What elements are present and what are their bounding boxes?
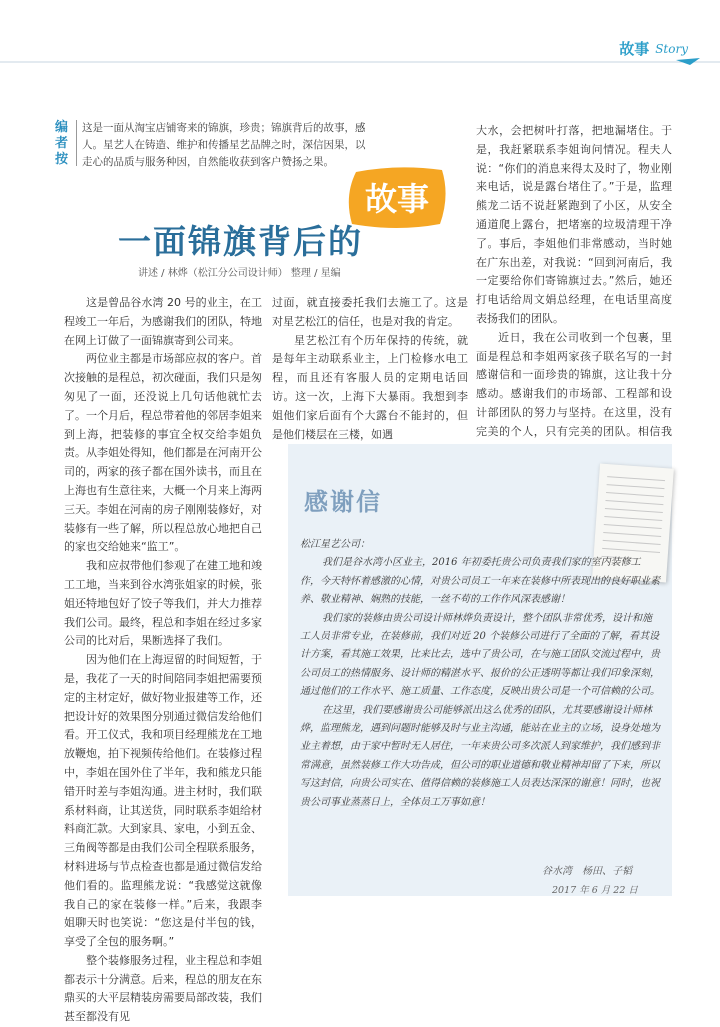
- letter-title: 感谢信: [304, 488, 382, 516]
- article-column-2: [272, 294, 468, 444]
- paragraph: 过面，就直接委托我们去施工了。这是对星艺松江的信任，也是对我的肯定。: [272, 296, 468, 328]
- editor-note-tag: 编者按: [55, 120, 69, 167]
- article-column-3: [476, 122, 672, 479]
- paragraph: 因为他们在上海逗留的时间短暂，于是，我花了一天的时间陪同李姐把需要预定的主材定好，做好物业报建等工作，还把设计好的效果图分别通过微信发给他们看。开工仪式，我和项目经理熊龙在工地放鞭炮，拍下视频传给他们。在装修过程中，李姐在国外住了半年，我和熊龙只能错开时差与李姐沟通。进主材时，我们联系材料商，让其送货，同时联系李姐给材料商汇款。大到家具、家电，小到五金、三角阀等都是由我们公司全程联系服务，材料进场与节点检查也都是通过微信发给他们看的。监理熊龙说：“我感觉这就像我自己的家在装修一样。”后来，我跟李姐聊天时也笑说：“您这是付半包的钱，享受了全包的服务啊。”: [64, 653, 262, 949]
- paragraph: 两位业主都是市场部应叔的客户。首次接触的是程总，初次碰面，我们只是匆匆见了一面，还没说上几句话他就忙去了。一个月后，程总带着他的邻居李姐来到上海，把装修的事宜全权交给李姐负责。从李姐处得知，他们都是在河南开公司的，两家的孩子都在国外读书，而且在上海也有生意往来，大概一个月来上海两三天。李姐在河南的房子刚刚装修好，对装修有一些了解，所以程总放心地把自己的家也交给她来“监工”。: [64, 352, 262, 554]
- paragraph: 星艺松江有个历年保持的传统，就是每年主动联系业主，上门检修水电工程，而且还有客服人员的定期电话回访。这一次，上海下大暴雨。我想到李姐他们家后面有个大露台不能封的，但是他们楼层在三楼，如遇: [272, 333, 468, 441]
- section-header: [619, 38, 688, 59]
- paragraph: 大水，会把树叶打落，把地漏堵住。于是，我赶紧联系李姐询问情况。程夫人说：“你们的消息来得太及时了，物业刚来电话，说是露台堵住了。”于是，监理熊龙二话不说赶紧跑到了小区，从安全通道爬上露台，把堵塞的垃圾清理干净了。事后，李姐他们非常感动，当时她在广东出差，对我说：“回到河南后，我一定要给你们寄锦旗过去。”然后，她还打电话给周文娟总经理，在电话里高度表扬我们的团队。: [476, 124, 672, 325]
- editor-note-text: 这是一面从淘宝店铺寄来的锦旗，珍贵；锦旗背后的故事，感人。星艺人在铸造、维护和传播星艺品牌之时，深信因果，以走心的品质与服务种因，自然能收获到客户赞扬之果。: [82, 122, 366, 168]
- editor-note-divider: [76, 120, 77, 166]
- paragraph: 整个装修服务过程，业主程总和李姐都表示十分满意。后来，程总的朋友在东鼎买的大平层精装房需要局部改装，我们甚至都没有见: [64, 953, 262, 1024]
- badge-text: 故事: [364, 180, 430, 218]
- letter-date: 2017 年 6 月 22 日: [552, 885, 638, 896]
- paragraph: 我和应叔带他们参观了在建工地和竣工工地，当来到谷水湾张姐家的时候，张姐还特地包好了饺子等我们，并大力推荐我们公司。最终，程总和李姐在经过多家公司的比对后，果断选择了我们。: [64, 559, 262, 648]
- letter-signature: 谷水湾 杨田、子韬: [542, 866, 632, 877]
- article-column-1: [64, 294, 262, 1027]
- letter-paragraph: 我们是谷水湾小区业主，2016 年初委托贵公司负责我们家的室内装修工作，今天特怀着感激的心情，对贵公司员工一年来在装修中所表现出的良好职业素养、敬业精神、娴熟的技能，一丝不苟的工作作风深表感谢！: [300, 557, 660, 606]
- paragraph: 近日，我在公司收到一个包裹，里面是程总和李姐两家孩子联名写的一封感谢信和一面珍贵的锦旗，这让我十分感动。感谢我们的市场部、工程部和设计部团队的努力与坚持。在这里，没有完美的个人，只有完美的团队。相信我: [476, 330, 672, 438]
- header-rule: [0, 58, 720, 66]
- letter-salutation: 松江星艺公司：: [300, 539, 370, 550]
- letter-body: [300, 536, 660, 812]
- letter-paragraph: 在这里，我们要感谢贵公司能够派出这么优秀的团队，尤其要感谢设计师林烨，监理熊龙，遇到问题时能够及时与业主沟通，能站在业主的立场，设身处地为业主着想，由于家中暂时无人居住，一年来贵公司多次派人到家维护，我们感到非常满意，虽然装修工作大功告成，但公司的职业道德和敬业精神却留了下来，所以写这封信，向贵公司实在、值得信赖的装修施工人员表达深深的谢意！同时，也祝贵公司事业蒸蒸日上，全体员工万事如意！: [300, 704, 660, 808]
- letter-paragraph: 我们家的装修由贵公司设计师林烨负责设计，整个团队非常优秀，设计和施工人员非常专业，在装修前，我们对近 20 个装修公司进行了全面的了解，看其设计方案，看其施工效果，比来比去，选中了贵公司，在与施工团队交流过程中，贵公司员工的热情服务、设计师的精湛水平、报价的公正透明等都让我们印象深刻，通过他们的工作水平、施工质量、工作态度，反映出贵公司是一个可信赖的公司。: [300, 612, 660, 698]
- section-title: 故事: [619, 40, 650, 58]
- article-title: 一面锦旗背后的: [118, 222, 363, 261]
- byline: 讲述 / 林烨（松江分公司设计师） 整理 / 星编: [138, 268, 341, 279]
- section-title-en: Story: [655, 41, 688, 56]
- paragraph: 这是曾品谷水湾 20 号的业主，在工程竣工一年后，为感谢我们的团队，特地在网上订做了一面锦旗寄到公司来。: [64, 296, 262, 347]
